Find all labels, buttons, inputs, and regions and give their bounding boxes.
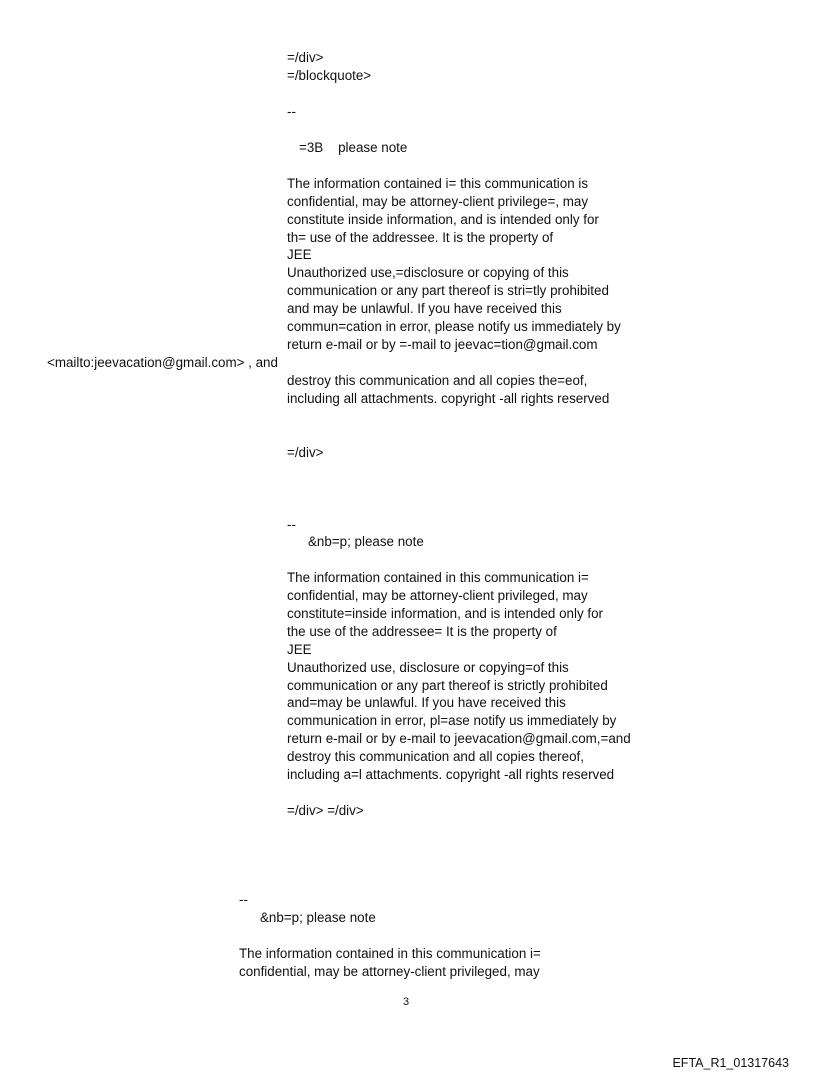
text-line: The information contained in this communication i= bbox=[239, 946, 541, 961]
text-line: constitute inside information, and is intended only for bbox=[287, 212, 599, 227]
text-line: =/div> =/div> bbox=[287, 803, 364, 818]
text-line: communication or any part thereof is strictly prohibited bbox=[287, 678, 608, 693]
text-line: confidential, may be attorney-client privileged, may bbox=[239, 964, 540, 979]
text-line: Unauthorized use,=disclosure or copying of this bbox=[287, 265, 569, 280]
text-line: return e-mail or by =-mail to jeevac=tion@gmail.com bbox=[287, 337, 598, 352]
text-line: Unauthorized use, disclosure or copying=of this bbox=[287, 660, 569, 675]
text-line: including a=l attachments. copyright -all rights reserved bbox=[287, 767, 615, 782]
text-line: and=may be unlawful. If you have received this bbox=[287, 695, 566, 710]
text-line: =/blockquote> bbox=[287, 68, 372, 83]
text-line: th= use of the addressee. It is the property of bbox=[287, 230, 554, 245]
text-line: &nb=p; please note bbox=[308, 534, 424, 549]
text-line: The information contained i= this communication is bbox=[287, 176, 589, 191]
text-line: =/div> bbox=[287, 50, 324, 65]
text-line: constitute=inside information, and is intended only for bbox=[287, 606, 603, 621]
text-line: &nb=p; please note bbox=[260, 910, 376, 925]
text-line: destroy this communication and all copies the=eof, bbox=[287, 373, 588, 388]
text-line: communication in error, pl=ase notify us immediately by bbox=[287, 713, 617, 728]
text-line: commun=cation in error, please notify us immediately by bbox=[287, 319, 621, 334]
text-line: JEE bbox=[287, 247, 312, 262]
text-line: including all attachments. copyright -all rights reserved bbox=[287, 391, 610, 406]
document-id: EFTA_R1_01317643 bbox=[672, 1056, 789, 1070]
text-line: =/div> bbox=[287, 445, 324, 460]
text-line: confidential, may be attorney-client privileged, may bbox=[287, 588, 588, 603]
text-line: destroy this communication and all copies thereof, bbox=[287, 749, 584, 764]
text-line: =3B please note bbox=[299, 140, 408, 155]
text-line: and may be unlawful. If you have received this bbox=[287, 301, 562, 316]
text-line: -- bbox=[239, 892, 248, 907]
text-line: the use of the addressee= It is the property of bbox=[287, 624, 557, 639]
text-line: -- bbox=[287, 517, 296, 532]
text-line: communication or any part thereof is stri=tly prohibited bbox=[287, 283, 609, 298]
text-line: return e-mail or by e-mail to jeevacation@gmail.com,=and bbox=[287, 731, 631, 746]
text-line: JEE bbox=[287, 642, 312, 657]
page-number: 3 bbox=[403, 996, 410, 1008]
text-line: <mailto:jeevacation@gmail.com> , and bbox=[47, 355, 278, 370]
text-line: The information contained in this communication i= bbox=[287, 570, 589, 585]
text-line: confidential, may be attorney-client privilege=, may bbox=[287, 194, 589, 209]
text-line: -- bbox=[287, 104, 296, 119]
